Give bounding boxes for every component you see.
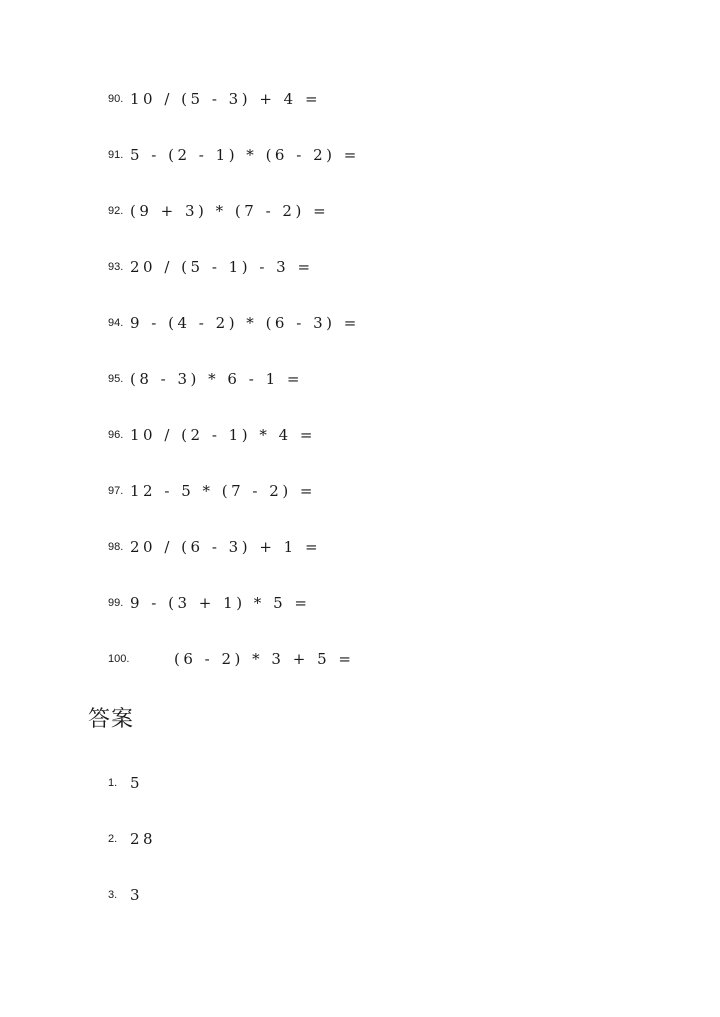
answers-heading: 答案 bbox=[88, 707, 135, 732]
problem-expression: 12 - 5 * (7 - 2) = bbox=[130, 482, 317, 500]
problem-expression: 20 / (5 - 1) - 3 = bbox=[130, 258, 314, 276]
problem-expression: 9 - (3 + 1) * 5 = bbox=[130, 594, 311, 612]
answer-item bbox=[108, 771, 143, 795]
answer-number: 3. bbox=[108, 889, 118, 901]
problem-expression: (6 - 2) * 3 + 5 = bbox=[174, 650, 355, 668]
problem-item bbox=[108, 143, 360, 167]
answer-item bbox=[108, 883, 143, 907]
answer-number: 1. bbox=[108, 777, 118, 789]
problem-expression: (9 + 3) * (7 - 2) = bbox=[130, 202, 330, 220]
problem-item bbox=[108, 479, 316, 503]
problem-item bbox=[108, 591, 310, 615]
problem-number: 90. bbox=[108, 93, 124, 105]
answer-item bbox=[108, 827, 156, 851]
problem-expression: 10 / (5 - 3) + 4 = bbox=[130, 90, 322, 108]
problem-number: 96. bbox=[108, 429, 124, 441]
problem-number: 97. bbox=[108, 485, 124, 497]
problem-item bbox=[108, 535, 321, 559]
problem-item bbox=[108, 311, 360, 335]
problem-expression: 9 - (4 - 2) * (6 - 3) = bbox=[130, 314, 360, 332]
problem-expression: 20 / (6 - 3) + 1 = bbox=[130, 538, 322, 556]
problem-item bbox=[108, 647, 354, 671]
problem-number: 100. bbox=[108, 653, 130, 665]
problem-number: 92. bbox=[108, 205, 124, 217]
problem-expression: (8 - 3) * 6 - 1 = bbox=[130, 370, 303, 388]
answer-value: 5 bbox=[130, 774, 144, 792]
answer-value: 28 bbox=[130, 830, 157, 848]
problem-number: 99. bbox=[108, 597, 124, 609]
problem-number: 98. bbox=[108, 541, 124, 553]
problem-number: 91. bbox=[108, 149, 124, 161]
problem-number: 94. bbox=[108, 317, 124, 329]
problem-item bbox=[108, 87, 321, 111]
answer-value: 3 bbox=[130, 886, 144, 904]
problem-number: 93. bbox=[108, 261, 124, 273]
problem-item bbox=[108, 255, 314, 279]
problem-item bbox=[108, 423, 316, 447]
problem-number: 95. bbox=[108, 373, 124, 385]
problem-item bbox=[108, 199, 329, 223]
problem-item bbox=[108, 367, 303, 391]
problem-expression: 5 - (2 - 1) * (6 - 2) = bbox=[130, 146, 360, 164]
problem-expression: 10 / (2 - 1) * 4 = bbox=[130, 426, 316, 444]
answer-number: 2. bbox=[108, 833, 118, 845]
